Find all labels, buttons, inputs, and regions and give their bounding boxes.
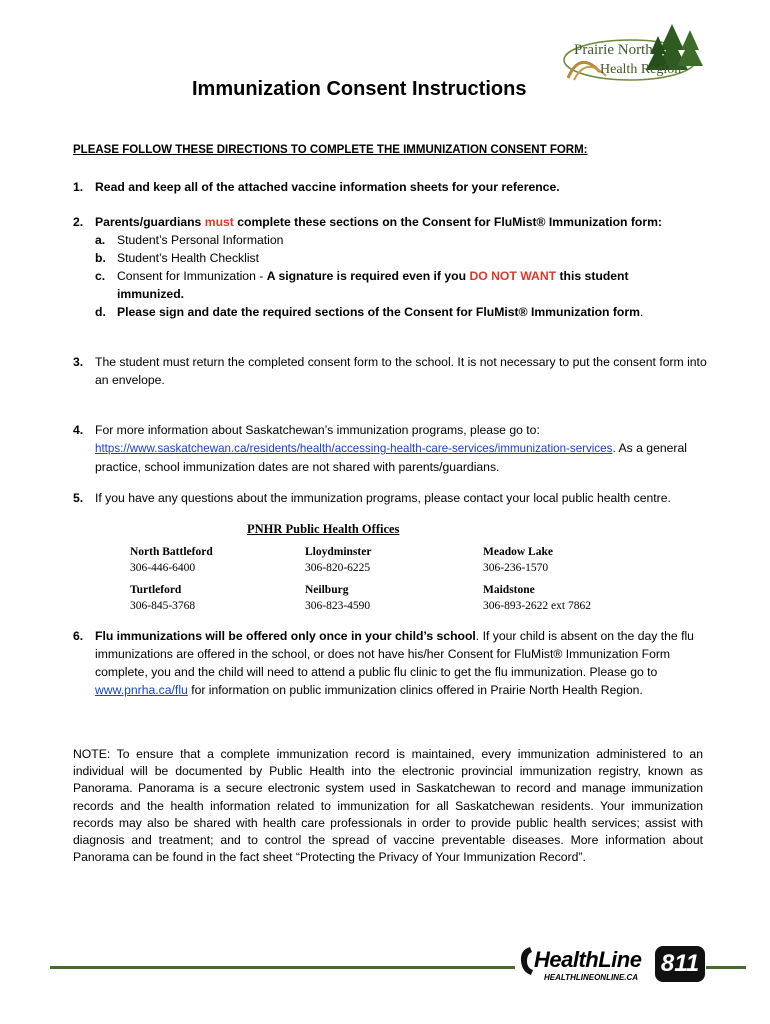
subitem-text: Please sign and date the required sections of the Consent for FluMist® Immunization form: [117, 305, 640, 319]
item-text: . If your child is absent on the day the flu immunizations are offered in the school, or does not have his/her Consent for FluMist® Immunization Form complete, you and the child will need to attend a public flu clinic to get the flu immunization. Please go to: [95, 629, 694, 679]
instruction-item-6: [73, 627, 713, 699]
healthline-url: HEALTHLINEONLINE.CA: [544, 973, 639, 982]
phone-icon: [518, 946, 534, 976]
item-number: 2.: [73, 215, 84, 229]
subitem-letter: b.: [95, 251, 106, 265]
panorama-note: NOTE: To ensure that a complete immunization record is maintained, every immunization administered to an individual will be documented by Public Health into the electronic provincial immunization registry, known as Panorama. Panorama is a secure electronic system used in Saskatchewan to record and manage immunization records and the health information related to immunization for all Saskatchewan residents. Your immunization records may also be shared with health care professionals in order to provide public health services; assist with diagnosis and treatment; and to control the spread of vaccine preventable diseases. More information about Panorama can be found in the fact sheet “Protecting the Privacy of Your Immunization Record”.: [73, 747, 703, 865]
item-text-bold: Flu immunizations will be offered only once in your child’s school: [95, 629, 476, 643]
subitem-a: [95, 231, 713, 249]
office-phone: 306-236-1570: [483, 562, 549, 574]
office-phone: 306-446-6400: [130, 562, 196, 574]
office-name: Lloydminster: [305, 546, 372, 558]
office-name: North Battleford: [130, 546, 213, 558]
subitem-text: Student’s Health Checklist: [117, 251, 260, 265]
item-text-post: complete these sections on the Consent for FluMist® Immunization form:: [233, 215, 662, 229]
subitem-text: Consent for Immunization -: [117, 269, 267, 283]
office-name: Maidstone: [483, 584, 535, 596]
subitem-letter: a.: [95, 233, 106, 247]
office-name: Meadow Lake: [483, 546, 553, 558]
office-turtleford: [130, 582, 195, 614]
healthline-brand: HealthLine: [534, 947, 642, 972]
item-text-post: . As a general practice, school immunization dates are not shared with parents/guardians.: [95, 441, 687, 474]
item-number: 5.: [73, 491, 84, 505]
item-text-post: for information on public immunization clinics offered in Prairie North Health Region.: [187, 683, 643, 697]
instruction-item-2: [73, 213, 713, 321]
subitem-letter: d.: [95, 305, 106, 319]
item-text: The student must return the completed consent form to the school. It is not necessary to put the consent form into an envelope.: [95, 355, 707, 387]
subitem-b: [95, 249, 713, 267]
item-text: Read and keep all of the attached vaccine information sheets for your reference.: [95, 180, 560, 194]
subitem-letter: c.: [95, 269, 106, 283]
office-north-battleford: [130, 544, 213, 576]
immunization-services-link[interactable]: https://www.saskatchewan.ca/residents/health/accessing-health-care-services/immunization-services: [95, 442, 613, 455]
office-phone: 306-823-4590: [305, 600, 371, 612]
logo-line1: Prairie North: [574, 42, 653, 58]
instruction-item-4: [73, 421, 713, 476]
item-number: 6.: [73, 629, 84, 643]
office-name: Neilburg: [305, 584, 349, 596]
prairie-north-logo: [560, 20, 710, 86]
item-text-pre: For more information about Saskatchewan’s immunization programs, please go to:: [95, 423, 540, 437]
subitem-c: [95, 267, 657, 303]
signature-required-text: A signature is required even if you: [266, 269, 470, 283]
office-neilburg: [305, 582, 370, 614]
footer-divider-right: [706, 966, 746, 969]
office-phone: 306-893-2622 ext 7862: [483, 600, 591, 612]
subitem-text: Student’s Personal Information: [117, 233, 284, 247]
item-text: If you have any questions about the immunization programs, please contact your local public health centre.: [95, 491, 671, 505]
item-text-pre: Parents/guardians: [95, 215, 205, 229]
office-meadow-lake: [483, 544, 553, 576]
pnrha-flu-link[interactable]: www.pnrha.ca/flu: [95, 683, 188, 697]
office-phone: 306-845-3768: [130, 600, 196, 612]
signature-required-text-2: this student immunized.: [117, 269, 629, 301]
subitem-end: .: [639, 305, 644, 319]
subitem-d: [95, 303, 713, 321]
must-emphasis: must: [204, 215, 234, 229]
directions-subheading: PLEASE FOLLOW THESE DIRECTIONS TO COMPLETE THE IMMUNIZATION CONSENT FORM:: [73, 144, 588, 156]
logo-line2: Health Region: [600, 62, 682, 77]
item-number: 3.: [73, 355, 84, 369]
healthline-811-badge: 811: [655, 946, 705, 982]
office-name: Turtleford: [130, 584, 182, 596]
instruction-item-1: [73, 178, 713, 196]
office-phone: 306-820-6225: [305, 562, 371, 574]
item-number: 4.: [73, 423, 84, 437]
item-number: 1.: [73, 180, 84, 194]
instruction-item-3: [73, 353, 713, 389]
office-lloydminster: [305, 544, 371, 576]
instruction-item-5: [73, 489, 713, 507]
do-not-want-emphasis: DO NOT WANT: [469, 269, 557, 283]
page-title: Immunization Consent Instructions: [192, 78, 527, 100]
footer-divider: [50, 966, 515, 969]
office-maidstone: [483, 582, 591, 614]
offices-title: PNHR Public Health Offices: [247, 522, 400, 536]
